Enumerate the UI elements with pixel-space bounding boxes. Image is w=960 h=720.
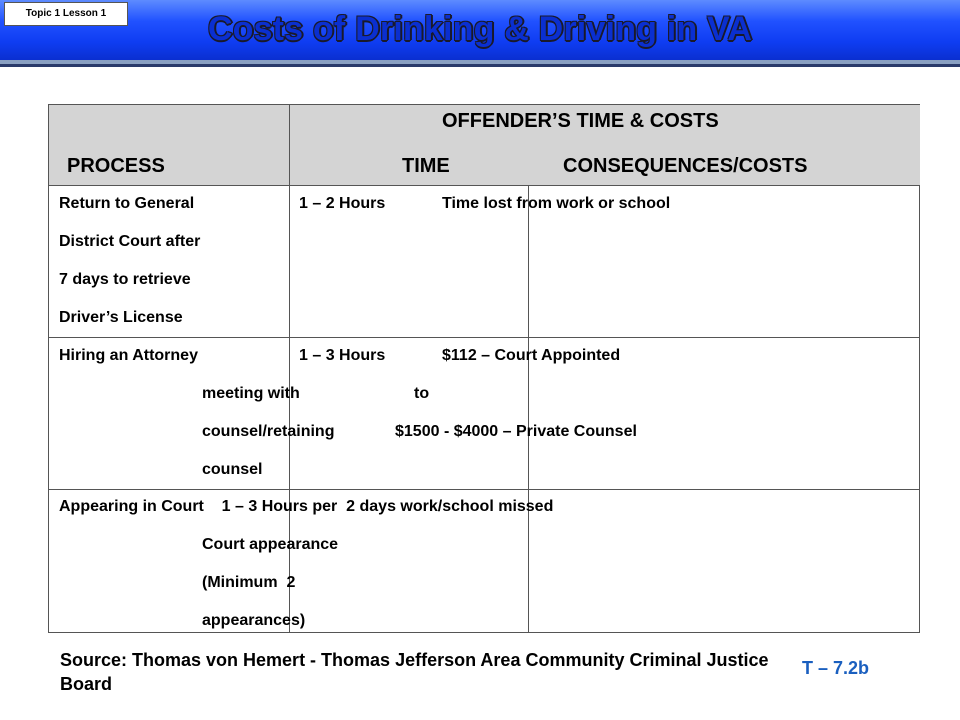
row2-line4: counsel xyxy=(202,461,263,478)
slide-title: Costs of Drinking & Driving in VA xyxy=(207,10,753,48)
row2-line3b: $1500 - $4000 – Private Counsel xyxy=(395,423,637,440)
column-header-time: TIME xyxy=(402,155,450,177)
banner-divider-dark xyxy=(0,64,960,67)
row2-cost: $112 – Court Appointed xyxy=(442,347,621,364)
row2-line3: counsel/retaining xyxy=(202,423,335,440)
row-divider xyxy=(49,337,919,338)
row3-line4: appearances) xyxy=(202,612,306,629)
row1-process-line: 7 days to retrieve xyxy=(59,271,191,288)
row2-line2: meeting with xyxy=(202,385,300,402)
row2-line2b: to xyxy=(414,385,430,402)
row1-process-line: District Court after xyxy=(59,233,201,250)
row1-process-line: Return to General xyxy=(59,195,195,212)
row2-process: Hiring an Attorney xyxy=(59,347,198,364)
row3-line1: Appearing in Court 1 – 3 Hours per 2 days work/school missed xyxy=(59,498,554,515)
row2-time: 1 – 3 Hours xyxy=(299,347,386,364)
row1-process-line: Driver’s License xyxy=(59,309,183,326)
source-citation: Source: Thomas von Hemert - Thomas Jefferson Area Community Criminal Justice Board xyxy=(60,650,769,694)
group-header: OFFENDER’S TIME & COSTS xyxy=(442,110,719,132)
row-divider xyxy=(49,489,919,490)
topic-tag: Topic 1 Lesson 1 xyxy=(4,2,128,26)
row1-time: 1 – 2 Hours xyxy=(299,195,386,212)
slide-code: T – 7.2b xyxy=(802,658,870,678)
row-divider xyxy=(49,185,919,186)
column-header-costs: CONSEQUENCES/COSTS xyxy=(563,155,808,177)
column-header-process: PROCESS xyxy=(67,155,165,177)
row3-line2: Court appearance xyxy=(202,536,339,553)
costs-table xyxy=(48,104,920,633)
row3-line3: (Minimum 2 xyxy=(202,574,296,591)
row1-cost: Time lost from work or school xyxy=(442,195,671,212)
